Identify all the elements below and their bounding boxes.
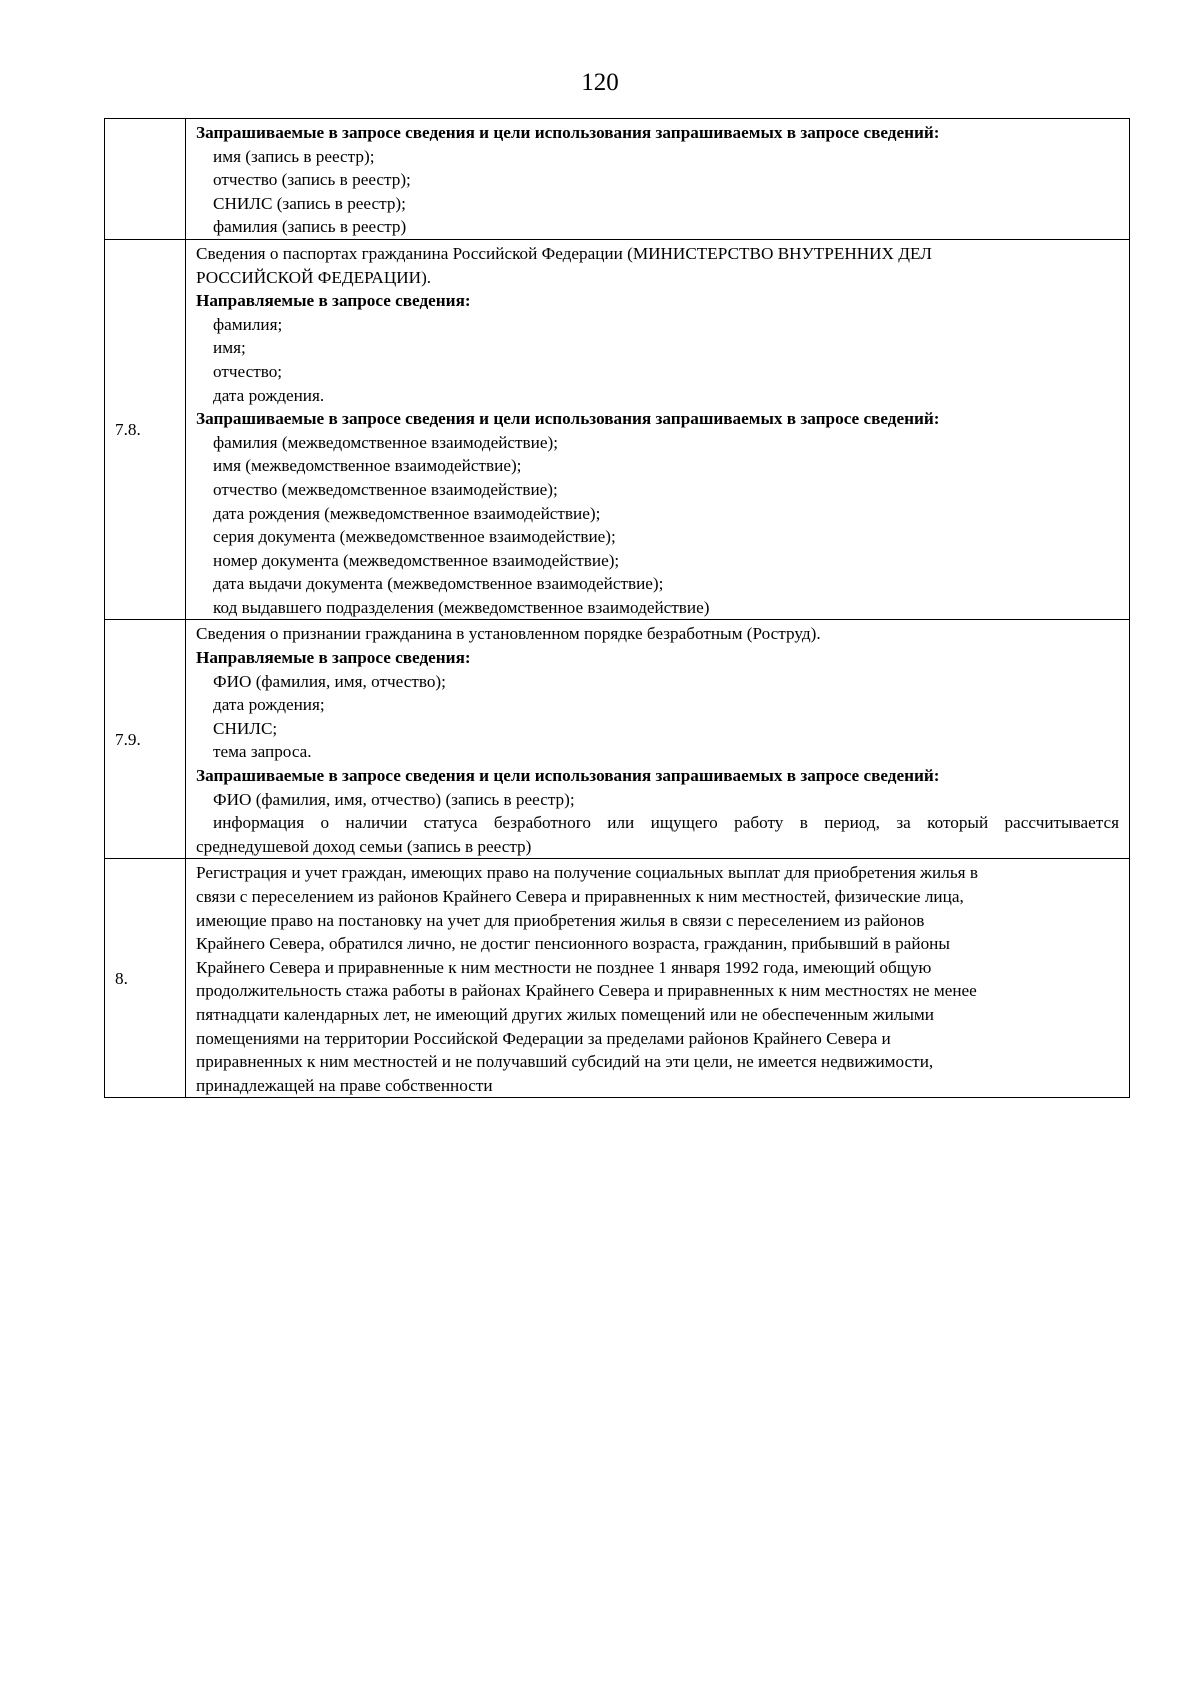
row-number-cell [105, 119, 186, 240]
content-line: Сведения о признании гражданина в установленном порядке безработным (Роструд). [196, 624, 821, 644]
content-line: дата рождения. [213, 385, 325, 405]
content-line: отчество; [213, 361, 283, 381]
content-line: РОССИЙСКОЙ ФЕДЕРАЦИИ). [196, 267, 432, 287]
content-line: СНИЛС; [213, 718, 278, 738]
table-row [105, 620, 1130, 859]
content-line: фамилия (запись в реестр) [213, 217, 407, 237]
table-row [105, 119, 1130, 240]
content-line: номер документа (межведомственное взаимодействие); [213, 550, 620, 570]
row-content-cell [186, 239, 1130, 620]
content-line: имя (запись в реестр); [213, 146, 375, 166]
content-line: пятнадцати календарных лет, не имеющий других жилых помещений или не обеспеченным жилыми [196, 1004, 934, 1024]
content-line: Сведения о паспортах гражданина Российской Федерации (МИНИСТЕРСТВО ВНУТРЕННИХ ДЕЛ [196, 243, 932, 263]
content-line: фамилия (межведомственное взаимодействие); [213, 432, 558, 452]
content-line: дата выдачи документа (межведомственное взаимодействие); [213, 574, 664, 594]
table-row [105, 859, 1130, 1098]
content-line: Крайнего Севера и приравненные к ним местности не позднее 1 января 1992 года, имеющий общую [196, 957, 932, 977]
row-number: 8. [115, 968, 128, 988]
content-line: серия документа (межведомственное взаимодействие); [213, 527, 616, 547]
content-line: дата рождения; [213, 695, 325, 715]
content-line: имя (межведомственное взаимодействие); [213, 456, 522, 476]
content-line: дата рождения (межведомственное взаимодействие); [213, 503, 601, 523]
content-line: связи с переселением из районов Крайнего Севера и приравненных к ним местностей, физические лица, [196, 887, 964, 906]
row-number-cell [105, 859, 186, 1098]
content-line: помещениями на территории Российской Федерации за пределами районов Крайнего Севера и [196, 1028, 891, 1048]
row-content-cell [186, 859, 1130, 1098]
table-row [105, 239, 1130, 620]
content-line: приравненных к ним местностей и не получавший субсидий на эти цели, не имеется недвижимости, [196, 1052, 934, 1072]
content-line: Регистрация и учет граждан, имеющих право на получение социальных выплат для приобретения жилья в [196, 863, 978, 883]
content-line: продолжительность стажа работы в районах Крайнего Севера и приравненных к ним местностях не менее [196, 981, 977, 1001]
content-line: имеющие право на постановку на учет для приобретения жилья в связи с переселением из районов [196, 910, 925, 930]
section-heading: Запрашиваемые в запросе сведения и цели использования запрашиваемых в запросе сведений: [196, 766, 940, 786]
content-line: ФИО (фамилия, имя, отчество); [213, 671, 446, 691]
content-line: отчество (межведомственное взаимодействие); [213, 479, 558, 499]
section-heading: Запрашиваемые в запросе сведения и цели использования запрашиваемых в запросе сведений: [196, 409, 940, 429]
section-heading: Запрашиваемые в запросе сведения и цели использования запрашиваемых в запросе сведений: [196, 123, 940, 142]
row-number-cell [105, 239, 186, 620]
row-content-cell [186, 620, 1130, 859]
section-heading: Направляемые в запросе сведения: [196, 648, 471, 668]
table-body [105, 119, 1130, 1098]
content-line: отчество (запись в реестр); [213, 170, 411, 190]
document-table [104, 118, 1130, 1098]
page-number: 120 [581, 69, 619, 96]
content-line: информация о наличии статуса безработного или ищущего работу в период, за который рассчитывается [213, 813, 1119, 833]
row-number: 7.9. [115, 729, 141, 749]
content-line: Крайнего Севера, обратился лично, не достиг пенсионного возраста, гражданин, прибывший в районы [196, 934, 950, 954]
content-line: код выдавшего подразделения (межведомственное взаимодействие) [213, 597, 710, 617]
row-content-cell [186, 119, 1130, 240]
content-line: принадлежащей на праве собственности [196, 1075, 493, 1095]
content-line: среднедушевой доход семьи (запись в реестр) [196, 836, 532, 856]
section-heading: Направляемые в запросе сведения: [196, 291, 471, 311]
content-line: тема запроса. [213, 742, 312, 762]
row-number: 7.8. [115, 419, 141, 439]
row-number-cell [105, 620, 186, 859]
content-line: ФИО (фамилия, имя, отчество) (запись в реестр); [213, 789, 575, 809]
content-line: фамилия; [213, 314, 283, 334]
content-line: имя; [213, 338, 246, 358]
content-line: СНИЛС (запись в реестр); [213, 193, 406, 213]
